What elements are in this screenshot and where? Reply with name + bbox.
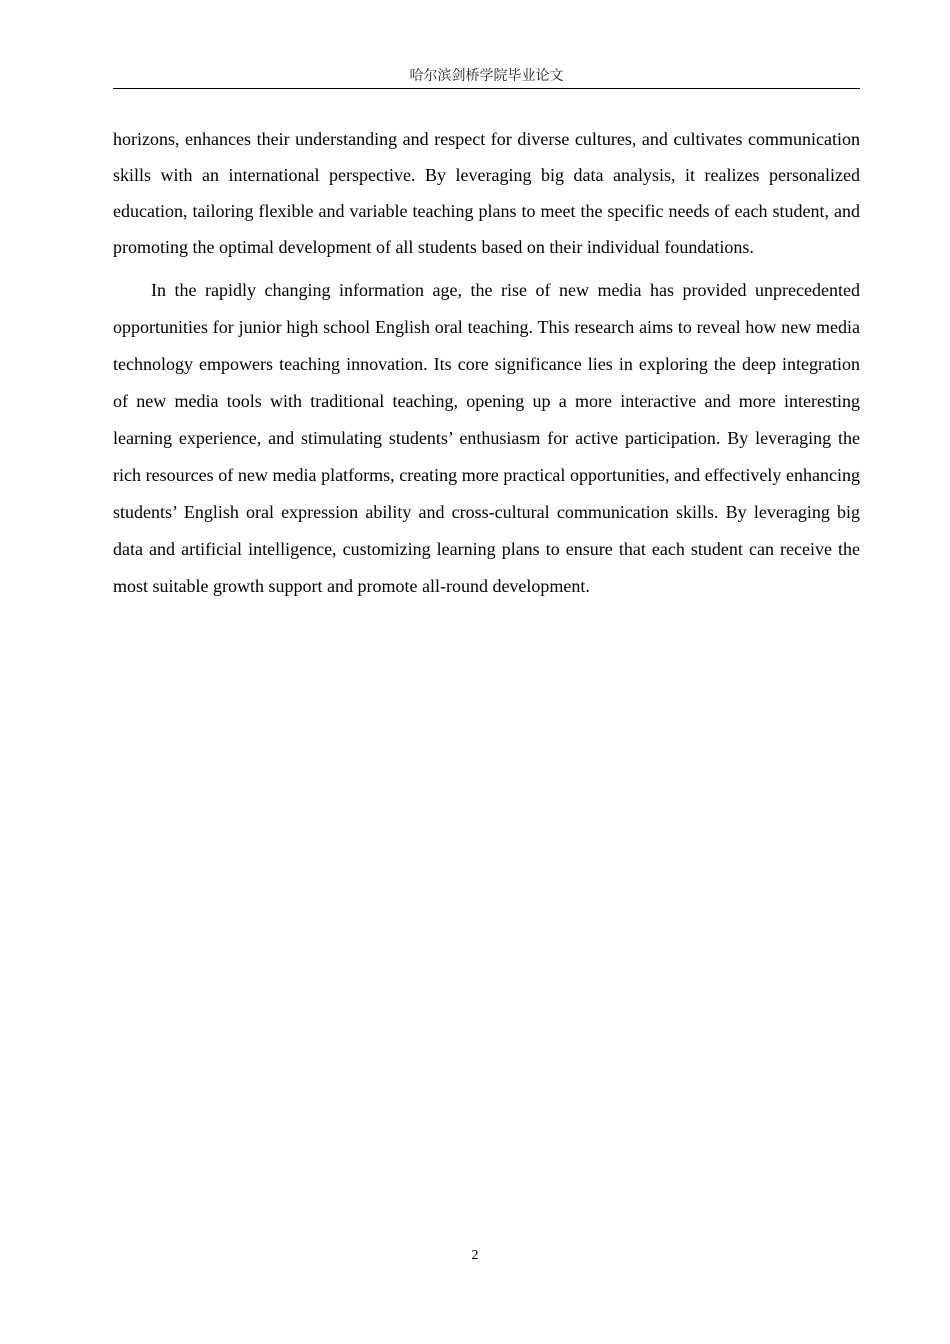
paragraph-continuation: horizons, enhances their understanding and respect for diverse cultures, and cultivates communication skills with an international perspective. By leveraging big data analysis, it realizes personalized education, tailoring flexible and variable teaching plans to meet the specific needs of each student, and promoting the optimal development of all students based on their individual foundations. bbox=[113, 129, 860, 257]
paragraph-research-significance: In the rapidly changing information age, the rise of new media has provided unprecedented opportunities for junior high school English oral teaching. This research aims to reveal how new media technology empowers teaching innovation. Its core significance lies in exploring the deep integration of new media tools with traditional teaching, opening up a more interactive and more interesting learning experience, and stimulating students’ enthusiasm for active participation. By leveraging the rich resources of new media platforms, creating more practical opportunities, and effectively enhancing students’ English oral expression ability and cross-cultural communication skills. By leveraging big data and artificial intelligence, customizing learning plans to ensure that each student can receive the most suitable growth support and promote all-round development. bbox=[113, 280, 860, 596]
running-header: 哈尔滨剑桥学院毕业论文 bbox=[113, 64, 860, 89]
page-number: 2 bbox=[471, 1248, 479, 1263]
body-text bbox=[113, 121, 860, 605]
